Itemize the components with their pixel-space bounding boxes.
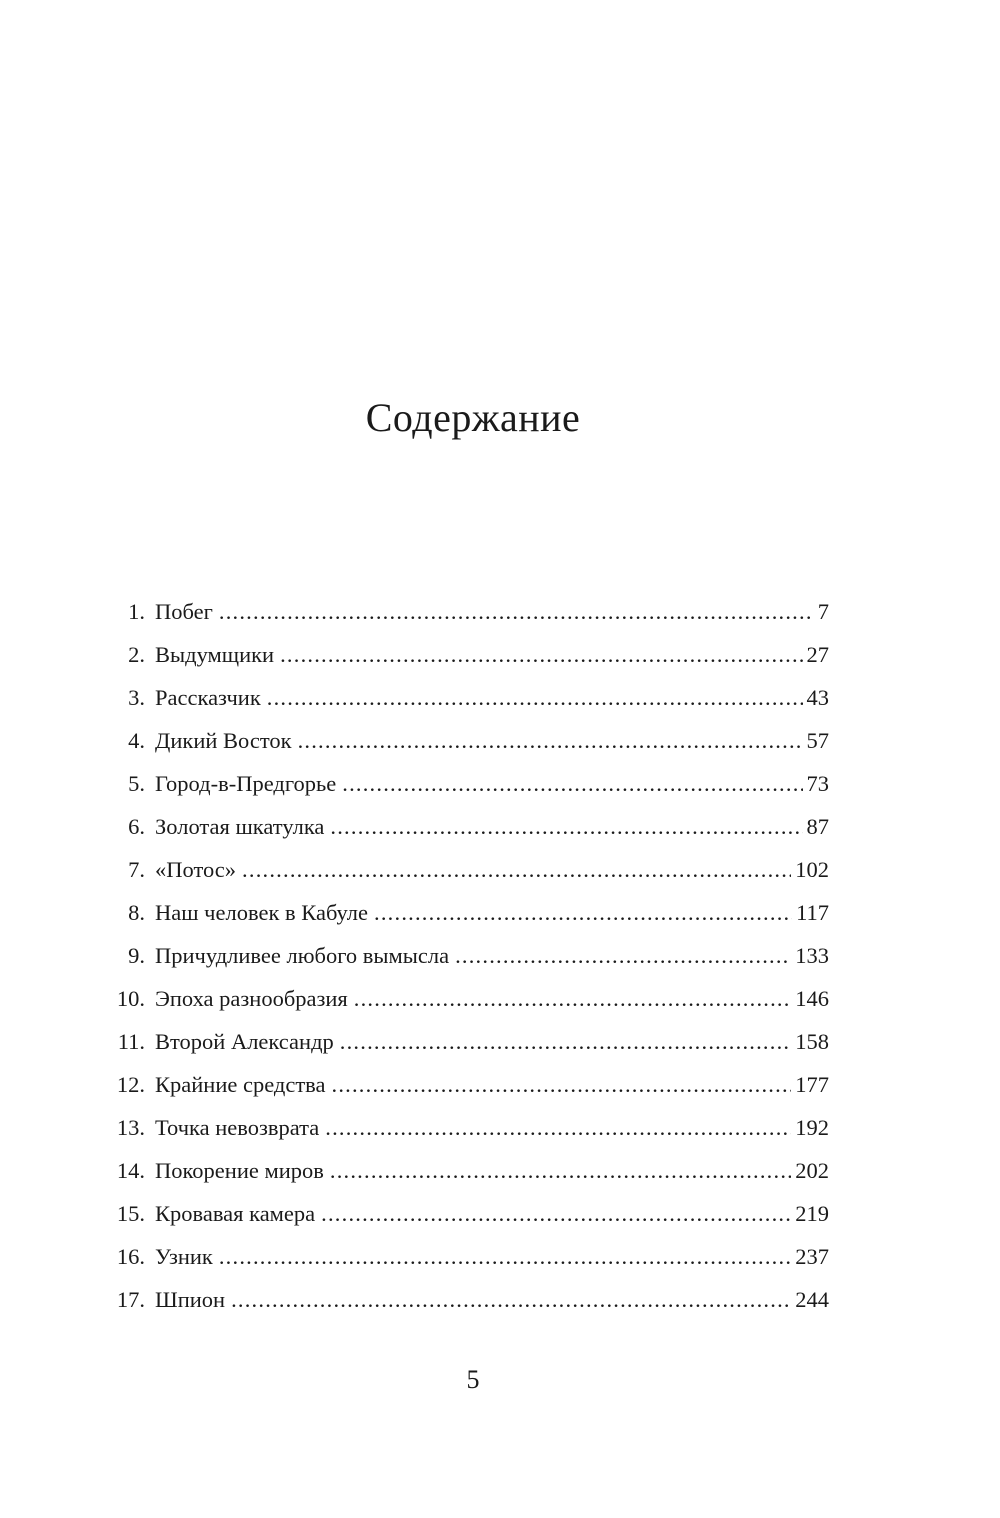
toc-entry-number: 2.: [128, 642, 145, 667]
toc-entry-title: Наш человек в Кабуле: [155, 900, 369, 925]
toc-entry-page: 117: [796, 900, 829, 925]
table-of-contents: [105, 590, 829, 1321]
toc-entry-page: 202: [795, 1158, 829, 1183]
toc-entry-title: Крайние средства: [155, 1072, 326, 1097]
toc-entry-page: 57: [806, 728, 829, 753]
toc-entry-number: 11.: [117, 1029, 145, 1054]
toc-entry-title: Дикий Восток: [155, 728, 292, 753]
dot-leader: [280, 633, 802, 676]
toc-entry-14[interactable]: [105, 1149, 829, 1192]
toc-entry-5[interactable]: [105, 762, 829, 805]
toc-entry-title: Выдумщики: [155, 642, 275, 667]
toc-entry-title: Город-в-Предгорье: [155, 771, 337, 796]
toc-entry-number: 8.: [128, 900, 145, 925]
toc-entry-page: 158: [795, 1029, 829, 1054]
toc-entry-9[interactable]: [105, 934, 829, 977]
dot-leader: [298, 719, 803, 762]
toc-entry-page: 244: [795, 1287, 829, 1312]
toc-entry-page: 87: [806, 814, 829, 839]
toc-entry-1[interactable]: [105, 590, 829, 633]
toc-entry-title: Кровавая камера: [155, 1201, 316, 1226]
dot-leader: [330, 1149, 791, 1192]
toc-entry-17[interactable]: [105, 1278, 829, 1321]
toc-entry-11[interactable]: [105, 1020, 829, 1063]
dot-leader: [242, 848, 791, 891]
toc-entry-title: Эпоха разнообразия: [155, 986, 348, 1011]
toc-entry-page: 102: [795, 857, 829, 882]
toc-entry-page: 219: [795, 1201, 829, 1226]
toc-entry-number: 16.: [116, 1244, 145, 1269]
toc-entry-number: 4.: [128, 728, 145, 753]
toc-entry-title: Причудливее любого вымысла: [155, 943, 450, 968]
toc-entry-13[interactable]: [105, 1106, 829, 1149]
toc-entry-page: 27: [806, 642, 829, 667]
dot-leader: [332, 1063, 792, 1106]
dot-leader: [325, 1106, 791, 1149]
toc-entry-10[interactable]: [105, 977, 829, 1020]
toc-entry-15[interactable]: [105, 1192, 829, 1235]
dot-leader: [219, 590, 814, 633]
toc-entry-title: Побег: [155, 599, 213, 624]
toc-entry-16[interactable]: [105, 1235, 829, 1278]
dot-leader: [374, 891, 792, 934]
dot-leader: [340, 1020, 791, 1063]
toc-entry-page: 133: [795, 943, 829, 968]
dot-leader: [455, 934, 791, 977]
page-number: 5: [466, 1365, 480, 1394]
toc-entry-page: 73: [806, 771, 829, 796]
toc-entry-page: 146: [795, 986, 829, 1011]
dot-leader: [342, 762, 802, 805]
dot-leader: [267, 676, 803, 719]
toc-entry-2[interactable]: [105, 633, 829, 676]
toc-entry-title: «Потос»: [155, 857, 237, 882]
toc-entry-8[interactable]: [105, 891, 829, 934]
toc-entry-number: 17.: [116, 1287, 145, 1312]
toc-entry-title: Узник: [155, 1244, 213, 1269]
toc-entry-page: 177: [795, 1072, 829, 1097]
toc-entry-number: 6.: [128, 814, 145, 839]
toc-entry-number: 12.: [116, 1072, 145, 1097]
toc-entry-number: 10.: [116, 986, 145, 1011]
toc-entry-number: 1.: [128, 599, 145, 624]
dot-leader: [219, 1235, 791, 1278]
toc-entry-6[interactable]: [105, 805, 829, 848]
toc-entry-page: 237: [795, 1244, 829, 1269]
toc-entry-12[interactable]: [105, 1063, 829, 1106]
toc-entry-page: 192: [795, 1115, 829, 1140]
toc-entry-number: 14.: [116, 1158, 145, 1183]
toc-entry-number: 7.: [128, 857, 145, 882]
dot-leader: [354, 977, 791, 1020]
toc-entry-title: Покорение миров: [155, 1158, 324, 1183]
toc-entry-page: 43: [806, 685, 829, 710]
toc-entry-number: 13.: [116, 1115, 145, 1140]
toc-entry-number: 15.: [116, 1201, 145, 1226]
toc-entry-4[interactable]: [105, 719, 829, 762]
dot-leader: [231, 1278, 791, 1321]
dot-leader: [321, 1192, 791, 1235]
dot-leader: [330, 805, 802, 848]
toc-entry-title: Шпион: [155, 1287, 226, 1312]
toc-entry-title: Золотая шкатулка: [155, 814, 325, 839]
toc-entry-page: 7: [817, 599, 829, 624]
toc-entry-3[interactable]: [105, 676, 829, 719]
toc-entry-number: 9.: [128, 943, 145, 968]
toc-entry-title: Точка невозврата: [155, 1115, 320, 1140]
toc-entry-number: 3.: [128, 685, 145, 710]
toc-entry-title: Рассказчик: [155, 685, 261, 710]
toc-entry-number: 5.: [128, 771, 145, 796]
toc-entry-7[interactable]: [105, 848, 829, 891]
toc-entry-title: Второй Александр: [155, 1029, 334, 1054]
page-title: Содержание: [365, 395, 581, 440]
